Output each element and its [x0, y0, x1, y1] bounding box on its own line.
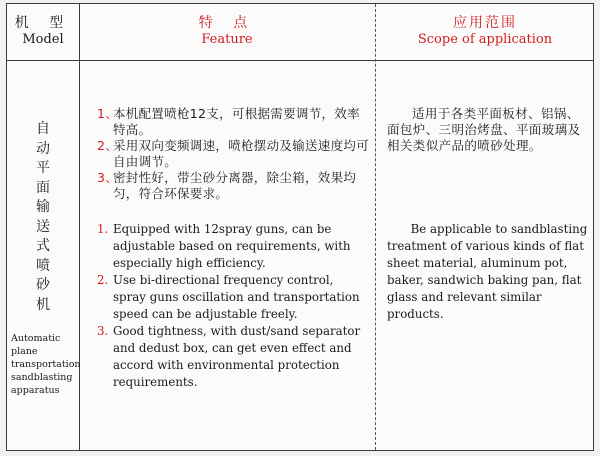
header-scope-en: Scope of application: [417, 32, 553, 47]
feature-list-zh: [97, 106, 369, 202]
feature-list-en: [97, 221, 369, 391]
scope-text-en: Be applicable to sandblasting treatment of various kinds of flat sheet material, aluminum pot, baker, sandwich baking pan, flat glass and relevant similar products.: [387, 222, 588, 321]
header-scope-zh: 应用范围: [453, 15, 517, 31]
feature-zh-item: [97, 170, 369, 202]
feature-zh-item: [97, 106, 369, 138]
scope-cell: [375, 60, 595, 450]
feature-en-number: 2.: [97, 273, 109, 287]
model-name-en: Automatic plane transportation sandblasting apparatus: [11, 333, 81, 396]
model-cell: [7, 60, 79, 450]
header-model-zh: 机 型: [14, 15, 72, 31]
header-model: [7, 4, 79, 60]
feature-en-item: [97, 323, 369, 391]
feature-zh-text: 本机配置喷枪12支，可根据需要调节，效率特高。: [113, 106, 360, 137]
feature-en-text: Good tightness, with dust/sand separator and dedust box, can get even effect and accord with environmental protection requirements.: [113, 324, 361, 389]
header-feature-zh: 特 点: [198, 15, 256, 31]
feature-en-text: Use bi-directional frequency control, spray guns oscillation and transportation speed can be adjustable freely.: [113, 273, 360, 321]
feature-en-number: 3.: [97, 324, 109, 338]
spec-table: [6, 3, 594, 451]
scope-text-zh: 适用于各类平面板材、铝锅、面包炉、三明治烤盘、平面玻璃及相关类似产品的喷砂处理。: [387, 106, 581, 153]
header-scope: [375, 4, 595, 60]
feature-en-number: 1.: [97, 222, 109, 236]
header-feature: [79, 4, 375, 60]
feature-zh-text: 密封性好，带尘砂分离器，除尘箱，效果均匀，符合环保要求。: [113, 170, 357, 201]
feature-en-item: [97, 272, 369, 323]
header-feature-en: Feature: [201, 32, 253, 47]
feature-zh-text: 采用双向变频调速，喷枪摆动及输送速度均可自由调节。: [113, 138, 370, 169]
model-name-zh: 自动平面输送式喷砂机: [36, 121, 50, 313]
feature-zh-number: 2、: [97, 138, 119, 153]
feature-en-text: Equipped with 12spray guns, can be adjustable based on requirements, with especially high efficiency.: [113, 222, 351, 270]
feature-cell: [79, 60, 375, 450]
feature-en-item: [97, 221, 369, 272]
feature-zh-item: [97, 138, 369, 170]
feature-zh-number: 3、: [97, 170, 119, 185]
feature-zh-number: 1、: [97, 106, 119, 121]
header-model-en: Model: [22, 32, 64, 47]
